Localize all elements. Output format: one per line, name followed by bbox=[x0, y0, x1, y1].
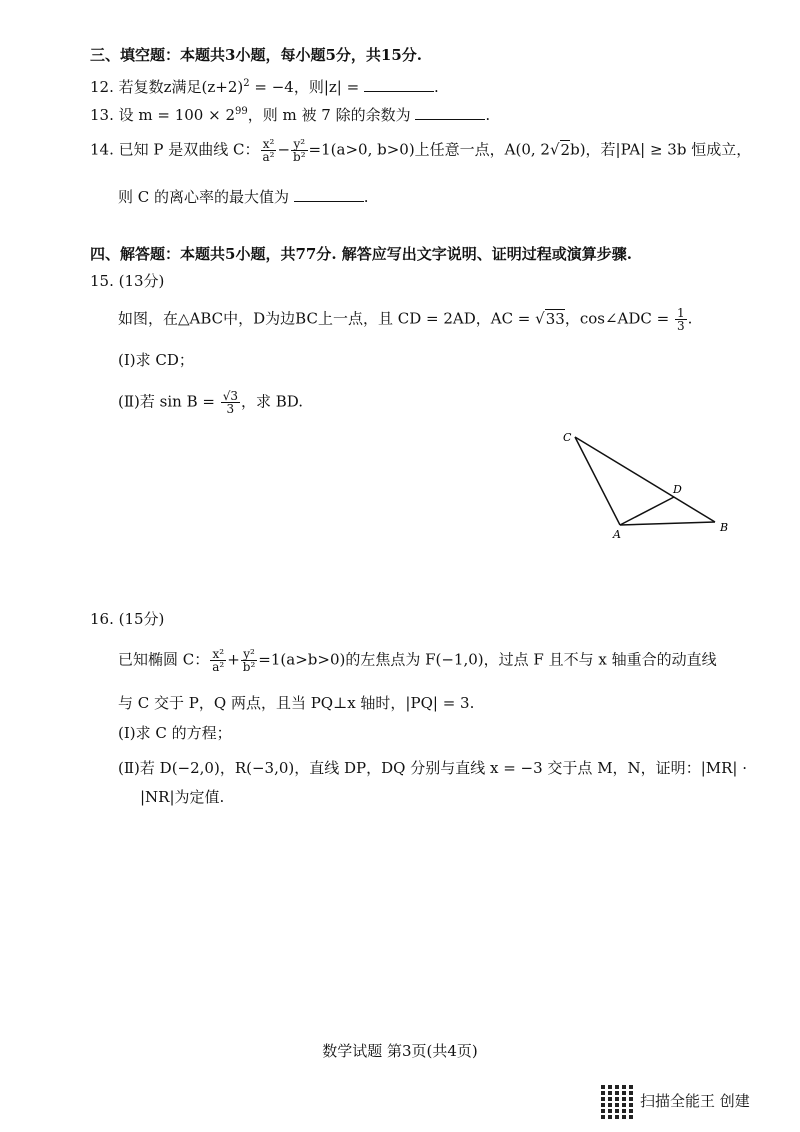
qr-code-icon bbox=[598, 1085, 634, 1121]
section4-heading: 四、解答题：本题共5小题，共77分. 解答应写出文字说明、证明过程或演算步骤. bbox=[90, 245, 632, 263]
segment-ab bbox=[620, 522, 715, 525]
question-15-title: 15. (13分) bbox=[90, 272, 165, 290]
fraction-x2-a2: $\frac{\text{x²}}{\text{a²}}$ bbox=[262, 137, 275, 164]
question-16-title: 16. (15分) bbox=[90, 610, 165, 628]
question-16-line2: 与 C 交于 P，Q 两点，且当 PQ⊥x 轴时，|PQ| = 3. bbox=[118, 694, 475, 712]
question-15-part2: (Ⅱ)若 sin B = $\frac{√3}{3}$ ，求 BD. bbox=[118, 389, 304, 416]
fraction-x2-a2-ellipse: $\frac{\text{x²}}{\text{a²}}$ bbox=[212, 647, 225, 674]
answer-blank-12 bbox=[364, 77, 434, 92]
question-14: 14. 已知 P 是双曲线 C： $\frac{\text{x²}}{\text{a²}}$ − $\frac{\text{y²}}{\text{b²}}$ =1(a>0, b>0)上任意一点，A(0, 2√2b)，若|PA| ≥ 3b 恒成立， bbox=[90, 137, 752, 164]
fraction-one-third: $\frac{1}{3}$ bbox=[676, 306, 685, 333]
label-c: C bbox=[563, 431, 572, 444]
label-b: B bbox=[720, 521, 729, 534]
question-13: 13. 设 $m = 100 \times 2^{99}$，则 m 被 7 除的余数为 . bbox=[90, 106, 491, 124]
triangle-figure bbox=[555, 425, 745, 545]
page-footer: 数学试题 第3页(共4页) bbox=[322, 1042, 478, 1060]
fraction-y2-b2: $\frac{\text{y²}}{\text{b²}}$ bbox=[293, 137, 306, 164]
section3-heading: 三、填空题：本题共3小题，每小题5分，共15分. bbox=[90, 46, 422, 64]
fraction-y2-b2-ellipse: $\frac{\text{y²}}{\text{b²}}$ bbox=[242, 647, 256, 674]
question-14-line2: 则 C 的离心率的最大值为 . bbox=[118, 188, 369, 206]
answer-blank-14 bbox=[294, 187, 364, 202]
question-16-part2-line2: |NR|为定值. bbox=[140, 788, 225, 806]
segment-ad bbox=[620, 497, 674, 525]
question-15-part1: (Ⅰ)求 CD； bbox=[118, 351, 194, 369]
question-16-part2: (Ⅱ)若 D(−2,0)，R(−3,0)，直线 DP，DQ 分别与直线 x = −3 交于点 M，N，证明：|MR| · bbox=[118, 759, 747, 777]
label-a: A bbox=[613, 528, 621, 541]
answer-blank-13 bbox=[415, 105, 485, 120]
question-15-stem: 如图，在△ABC中，D为边BC上一点，且 CD = 2AD，AC = √33，cos∠ADC = $\frac{1}{3}$ . bbox=[118, 306, 693, 333]
label-d: D bbox=[673, 483, 682, 496]
question-16-stem: 已知椭圆 C： $\frac{\text{x²}}{\text{a²}}$ + $\frac{\text{y²}}{\text{b²}}$ =1(a>b>0)的左焦点为 F(−1,0)，过点 F 且不与 x 轴重合的动直线 bbox=[118, 647, 717, 674]
question-12: 12. 若复数z满足$(z+2)^2 = -4$，则|z| = . bbox=[90, 78, 439, 96]
scanner-watermark: 扫描全能王 创建 bbox=[640, 1092, 750, 1110]
fraction-sqrt3-over-3: $\frac{√3}{3}$ bbox=[222, 389, 239, 416]
question-16-part1: (Ⅰ)求 C 的方程； bbox=[118, 724, 232, 742]
